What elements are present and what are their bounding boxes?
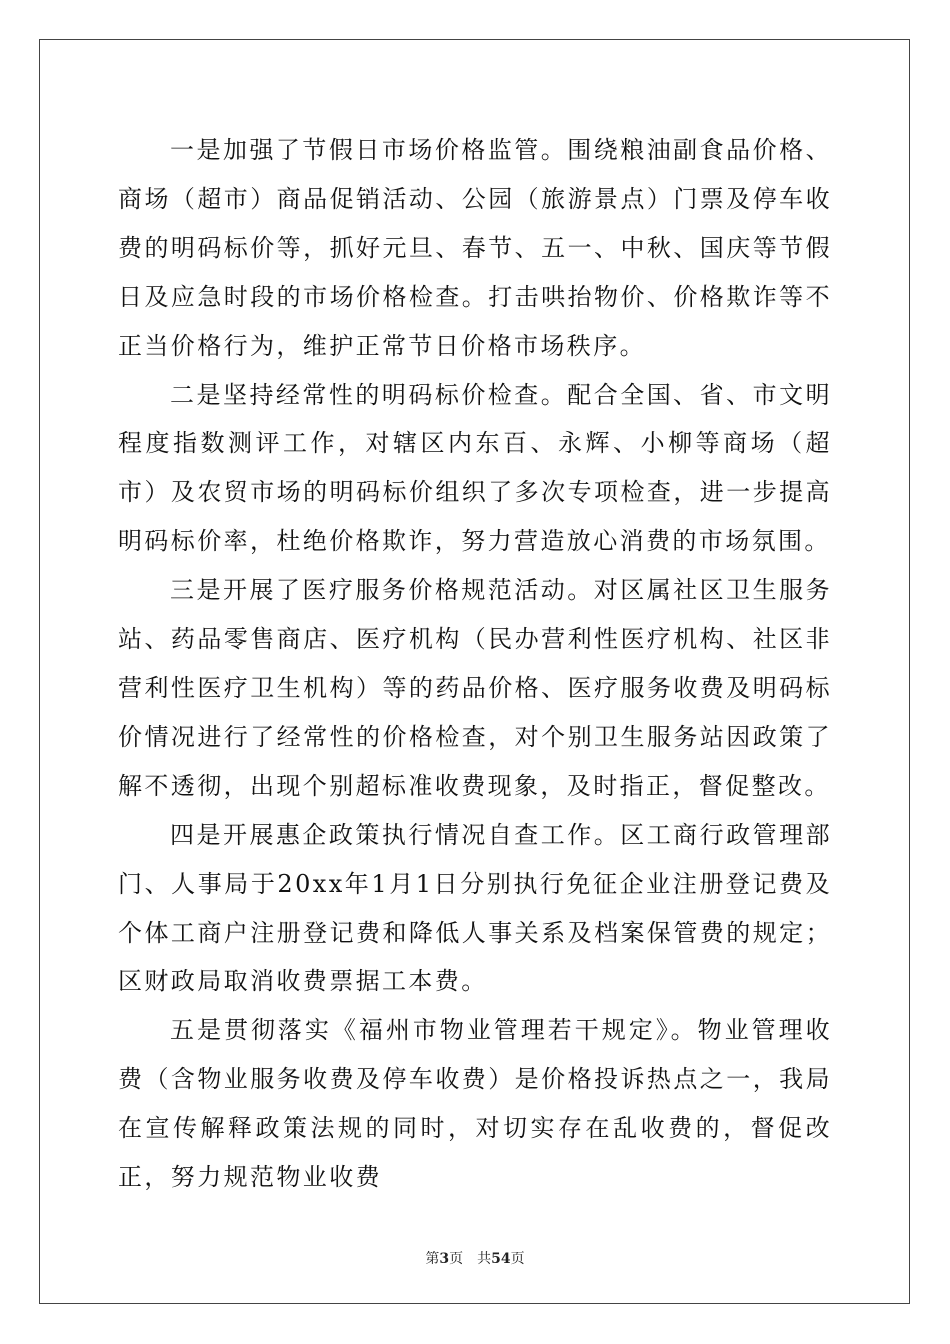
total-prefix: 共	[477, 1251, 492, 1267]
page-number: 3	[439, 1251, 450, 1267]
page-prefix: 第	[425, 1251, 440, 1267]
paragraph-5: 五是贯彻落实《福州市物业管理若干规定》。物业管理收费（含物业服务收费及停车收费）是价格投诉热点之一，我局在宣传解释政策法规的同时，对切实存在乱收费的，督促改正，努力规范物业收费	[118, 1016, 832, 1192]
page-footer	[0, 1248, 950, 1268]
page-suffix: 页	[449, 1251, 464, 1267]
paragraph-3: 三是开展了医疗服务价格规范活动。对区属社区卫生服务站、药品零售商店、医疗机构（民办营利性医疗机构、社区非营利性医疗卫生机构）等的药品价格、医疗服务收费及明码标价情况进行了经常性的价格检查，对个别卫生服务站因政策了解不透彻，出现个别超标准收费现象，及时指正，督促整改。	[118, 576, 832, 800]
paragraph-4: 四是开展惠企政策执行情况自查工作。区工商行政管理部门、人事局于20xx年1月1日分别执行免征企业注册登记费及个体工商户注册登记费和降低人事关系及档案保管费的规定；区财政局取消收费票据工本费。	[118, 820, 832, 996]
paragraph-1: 一是加强了节假日市场价格监管。围绕粮油副食品价格、商场（超市）商品促销活动、公园（旅游景点）门票及停车收费的明码标价等，抓好元旦、春节、五一、中秋、国庆等节假日及应急时段的市场价格检查。打击哄抬物价、价格欺诈等不正当价格行为，维护正常节日价格市场秩序。	[118, 136, 832, 360]
total-pages: 54	[491, 1251, 511, 1267]
paragraph-2: 二是坚持经常性的明码标价检查。配合全国、省、市文明程度指数测评工作，对辖区内东百、永辉、小柳等商场（超市）及农贸市场的明码标价组织了多次专项检查，进一步提高明码标价率，杜绝价格欺诈，努力营造放心消费的市场氛围。	[118, 380, 832, 556]
total-suffix: 页	[510, 1251, 525, 1267]
document-body	[118, 126, 832, 1202]
